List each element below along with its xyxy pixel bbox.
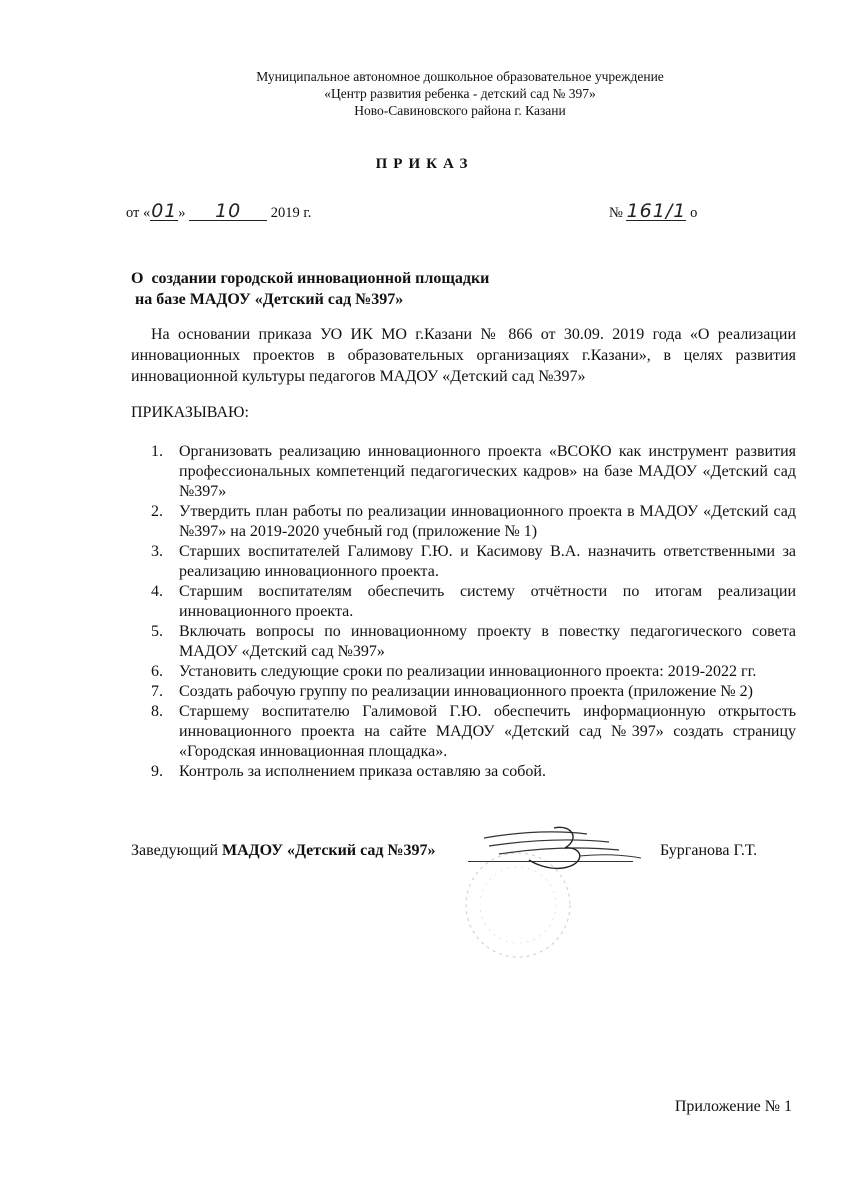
signer-role-prefix: Заведующий <box>131 842 219 859</box>
item-text: Создать рабочую группу по реализации инновационного проекта (приложение № 2) <box>179 683 753 700</box>
institution-header <box>180 68 740 119</box>
list-item <box>131 442 796 502</box>
date-month: 10 <box>189 202 267 221</box>
preamble-paragraph: На основании приказа УО ИК МО г.Казани № 866 от 30.09. 2019 года «О реализации инновационных проектов в образовательных организациях г.Казани», в целях развития инновационной культуры педагогов МАДОУ «Детский сад №397» <box>131 326 796 385</box>
handwritten-signature-icon <box>459 820 649 880</box>
date-day: 01 <box>151 200 178 222</box>
item-number: 1. <box>151 443 163 460</box>
list-item <box>131 682 796 702</box>
signer-organization: МАДОУ «Детский сад №397» <box>222 842 436 859</box>
document-title: ПРИКАЗ <box>375 156 474 172</box>
item-text: Установить следующие сроки по реализации инновационного проекта: 2019-2022 гг. <box>179 663 757 680</box>
item-text: Контроль за исполнением приказа оставляю за собой. <box>179 763 546 780</box>
list-item <box>131 502 796 542</box>
item-number: 7. <box>151 683 163 700</box>
subject-line-1: О создании городской инновационной площадки <box>131 270 490 287</box>
item-text: Включать вопросы по инновационному проекту в повестку педагогического совета МАДОУ «Детский сад №397» <box>179 623 796 660</box>
item-number: 8. <box>151 703 163 720</box>
date-prefix: от « <box>126 205 151 221</box>
item-text: Старшим воспитателям обеспечить систему отчётности по итогам реализации инновационного проекта. <box>179 583 796 620</box>
item-text: Старших воспитателей Галимову Г.Ю. и Касимову В.А. назначить ответственными за реализацию инновационного проекта. <box>179 543 796 580</box>
number-suffix: о <box>690 205 698 221</box>
item-text: Утвердить план работы по реализации инновационного проекта в МАДОУ «Детский сад №397» на 2019-2020 учебный год (приложение № 1) <box>179 503 796 540</box>
date-year: 2019 г. <box>270 205 312 221</box>
order-date <box>126 202 311 222</box>
order-number <box>609 202 697 222</box>
item-number: 4. <box>151 583 163 600</box>
order-subject <box>131 268 489 310</box>
list-item <box>131 622 796 662</box>
item-number: 9. <box>151 763 163 780</box>
appendix-label: Приложение № 1 <box>674 1098 792 1115</box>
list-item <box>131 662 796 682</box>
list-item <box>131 582 796 622</box>
header-line-1: Муниципальное автономное дошкольное образовательное учреждение <box>256 69 664 84</box>
header-line-2: «Центр развития ребенка - детский сад № 397» <box>324 86 596 101</box>
subject-line-2: на базе МАДОУ «Детский сад №397» <box>131 291 404 308</box>
order-word: ПРИКАЗЫВАЮ: <box>131 404 249 421</box>
date-mid: » <box>178 205 186 221</box>
order-items-list <box>131 442 796 782</box>
item-text: Организовать реализацию инновационного проекта «ВСОКО как инструмент развития профессиональных компетенций педагогических кадров» на базе МАДОУ «Детский сад №397» <box>179 443 796 500</box>
number-value: 161/1 <box>626 200 687 222</box>
item-number: 5. <box>151 623 163 640</box>
list-item <box>131 702 796 762</box>
list-item <box>131 542 796 582</box>
item-number: 3. <box>151 543 163 560</box>
number-prefix: № <box>609 205 623 221</box>
item-text: Старшему воспитателю Галимовой Г.Ю. обеспечить информационную открытость инновационного проекта на сайте МАДОУ «Детский сад №397» создать страницу «Городская инновационная площадка». <box>179 703 796 760</box>
list-item <box>131 762 796 782</box>
item-number: 2. <box>151 503 163 520</box>
header-line-3: Ново-Савиновского района г. Казани <box>354 103 566 118</box>
item-number: 6. <box>151 663 163 680</box>
signer-role <box>131 842 436 860</box>
signer-name: Бурганова Г.Т. <box>660 842 758 859</box>
